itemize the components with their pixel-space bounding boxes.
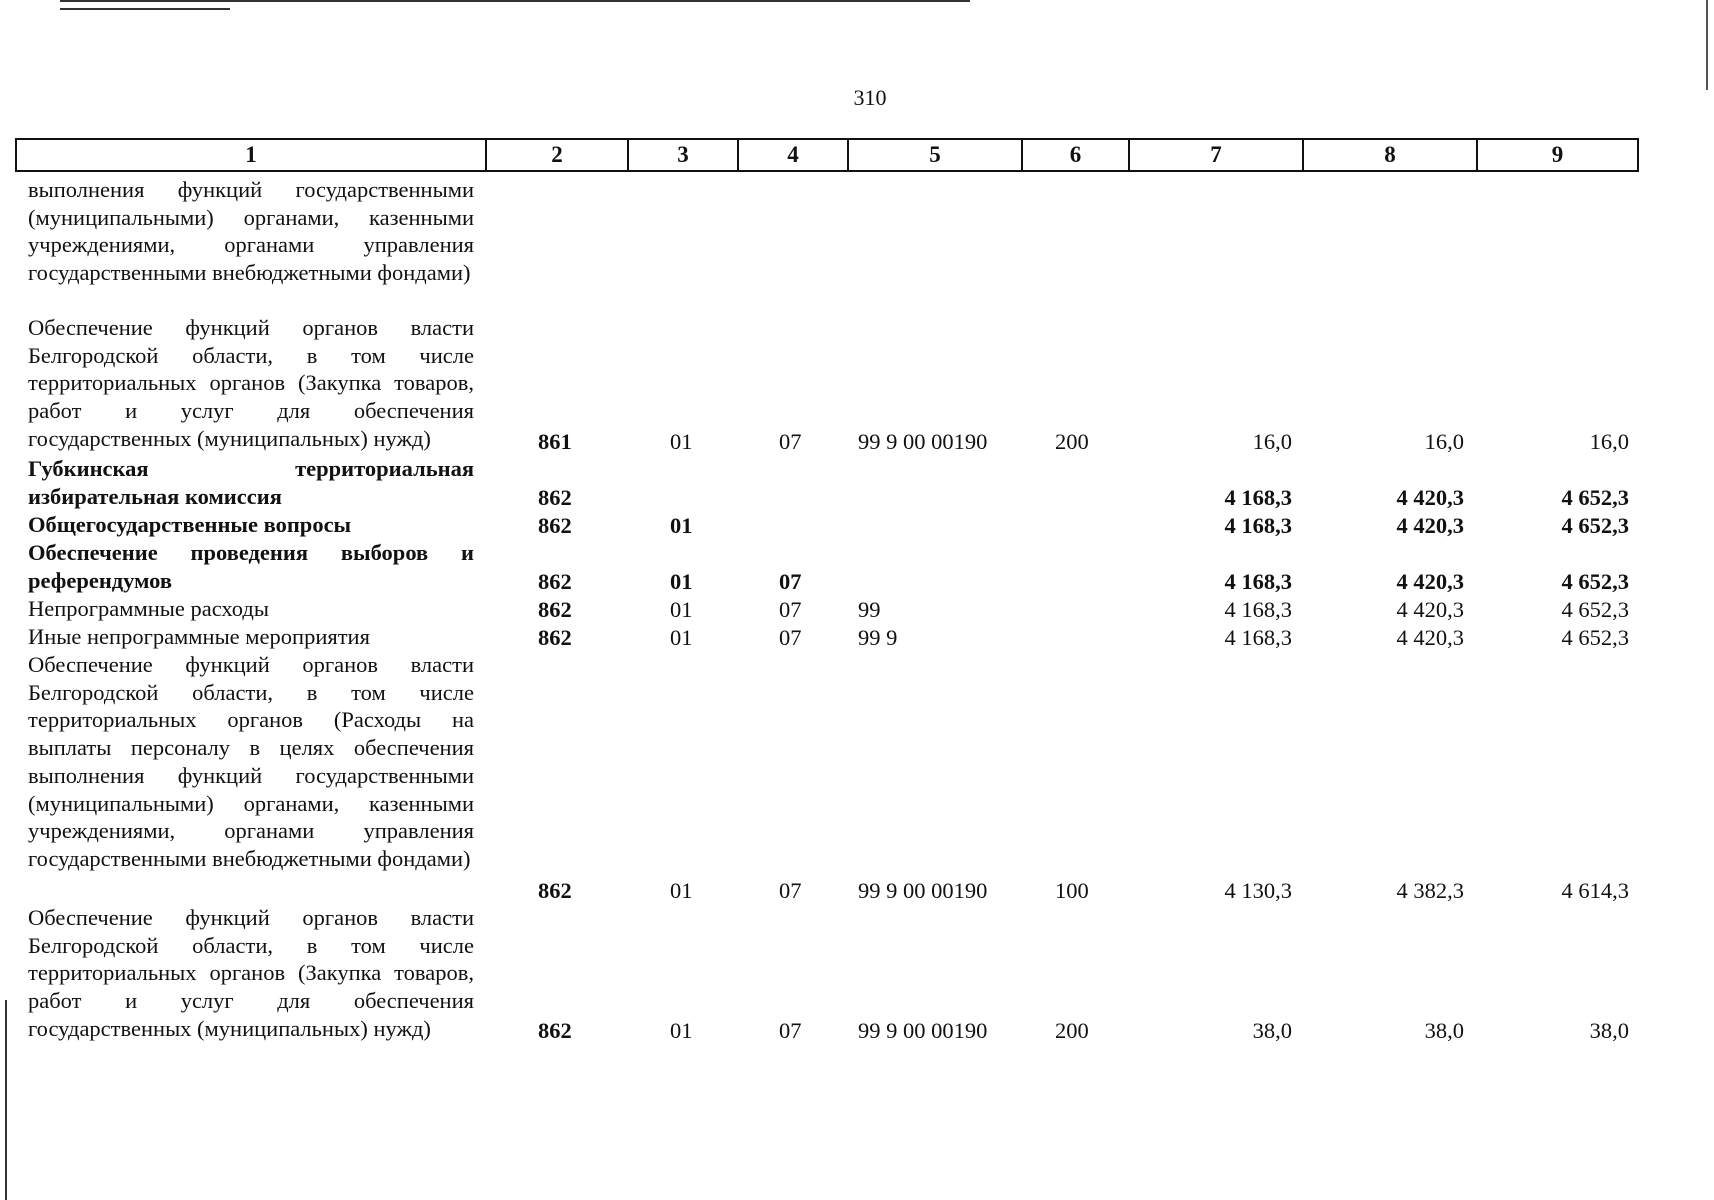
cell-col-6: 200 bbox=[1055, 1018, 1089, 1043]
table-row bbox=[0, 455, 1714, 511]
table-row bbox=[0, 595, 1714, 623]
cell-col-4: 07 bbox=[779, 597, 802, 622]
cell-col-8: 4 420,3 bbox=[1396, 625, 1464, 650]
row-name: Обеспечение функций органов власти Белгородской области, в том числе территориальных органов (Расходы на выплаты персоналу в целях обеспечения выполнения функций государственными (муниципальными) органами, казенными учреждениями, органами управления государственными внебюджетными фондами) bbox=[28, 652, 474, 871]
cell-col-2: 862 bbox=[538, 597, 572, 622]
cell-col-7: 4 168,3 bbox=[1224, 597, 1292, 622]
cell-col-5: 99 bbox=[858, 597, 881, 622]
cell-col-2: 862 bbox=[538, 513, 572, 538]
scan-edge-right bbox=[1706, 0, 1708, 90]
scan-edge-top bbox=[60, 0, 970, 2]
cell-col-9: 4 652,3 bbox=[1561, 625, 1629, 650]
header-col-3: 3 bbox=[627, 140, 737, 170]
cell-col-8: 38,0 bbox=[1424, 1018, 1464, 1043]
cell-col-6: 200 bbox=[1055, 429, 1089, 454]
cell-col-5: 99 9 00 00190 bbox=[858, 1018, 988, 1043]
cell-col-7: 4 168,3 bbox=[1224, 625, 1292, 650]
table-row bbox=[0, 176, 1714, 314]
row-name: Обеспечение функций органов власти Белгородской области, в том числе территориальных органов (Закупка товаров, работ и услуг для обеспечения государственных (муниципальных) нужд) bbox=[28, 315, 474, 451]
header-col-4: 4 bbox=[737, 140, 847, 170]
row-name: Обеспечение функций органов власти Белгородской области, в том числе территориальных органов (Закупка товаров, работ и услуг для обеспечения государственных (муниципальных) нужд) bbox=[28, 905, 474, 1041]
cell-col-4: 07 bbox=[779, 1018, 802, 1043]
cell-col-5: 99 9 00 00190 bbox=[858, 878, 988, 903]
row-name: Губкинская территориальная избирательная комиссия bbox=[28, 456, 474, 509]
cell-col-9: 4 652,3 bbox=[1561, 569, 1629, 594]
row-name: выполнения функций государственными (муниципальными) органами, казенными учреждениями, органами управления государственными внебюджетными фондами) bbox=[28, 177, 474, 286]
page-number: 310 bbox=[853, 85, 887, 110]
table-header-row bbox=[15, 138, 1639, 172]
cell-col-9: 4 652,3 bbox=[1561, 597, 1629, 622]
table-row bbox=[0, 511, 1714, 539]
cell-col-2: 862 bbox=[538, 625, 572, 650]
cell-col-3: 01 bbox=[670, 878, 693, 903]
cell-col-8: 4 420,3 bbox=[1396, 569, 1464, 594]
cell-col-7: 16,0 bbox=[1252, 429, 1292, 454]
cell-col-5: 99 9 00 00190 bbox=[858, 429, 988, 454]
cell-col-7: 38,0 bbox=[1252, 1018, 1292, 1043]
cell-col-2: 862 bbox=[538, 878, 572, 903]
cell-col-7: 4 168,3 bbox=[1224, 485, 1292, 510]
cell-col-9: 16,0 bbox=[1589, 429, 1629, 454]
table-row bbox=[0, 904, 1714, 1044]
cell-col-3: 01 bbox=[670, 429, 693, 454]
cell-col-6: 100 bbox=[1055, 878, 1089, 903]
table-row bbox=[0, 623, 1714, 651]
cell-col-2: 862 bbox=[538, 569, 572, 594]
cell-col-3: 01 bbox=[670, 569, 693, 594]
cell-col-2: 862 bbox=[538, 1018, 572, 1043]
cell-col-7: 4 130,3 bbox=[1224, 878, 1292, 903]
cell-col-9: 4 652,3 bbox=[1561, 513, 1629, 538]
row-name: Общегосударственные вопросы bbox=[28, 512, 352, 537]
cell-col-3: 01 bbox=[670, 1018, 693, 1043]
header-col-2: 2 bbox=[485, 140, 627, 170]
header-col-8: 8 bbox=[1302, 140, 1476, 170]
cell-col-8: 4 420,3 bbox=[1396, 513, 1464, 538]
row-name: Обеспечение проведения выборов и референдумов bbox=[28, 540, 474, 593]
cell-col-9: 4 652,3 bbox=[1561, 485, 1629, 510]
cell-col-4: 07 bbox=[779, 569, 802, 594]
cell-col-8: 16,0 bbox=[1424, 429, 1464, 454]
cell-col-8: 4 382,3 bbox=[1396, 878, 1464, 903]
table-row bbox=[0, 314, 1714, 455]
cell-col-9: 38,0 bbox=[1589, 1018, 1629, 1043]
cell-col-7: 4 168,3 bbox=[1224, 513, 1292, 538]
table-row bbox=[0, 539, 1714, 595]
cell-col-8: 4 420,3 bbox=[1396, 485, 1464, 510]
cell-col-7: 4 168,3 bbox=[1224, 569, 1292, 594]
row-name: Непрограммные расходы bbox=[28, 596, 269, 621]
scan-edge-top-short bbox=[60, 8, 230, 10]
cell-col-9: 4 614,3 bbox=[1561, 878, 1629, 903]
cell-col-5: 99 9 bbox=[858, 625, 898, 650]
header-col-5: 5 bbox=[847, 140, 1021, 170]
table-row bbox=[0, 651, 1714, 904]
cell-col-3: 01 bbox=[670, 625, 693, 650]
cell-col-2: 861 bbox=[538, 429, 572, 454]
cell-col-4: 07 bbox=[779, 878, 802, 903]
cell-col-3: 01 bbox=[670, 597, 693, 622]
cell-col-3: 01 bbox=[670, 513, 693, 538]
header-col-7: 7 bbox=[1128, 140, 1302, 170]
header-col-9: 9 bbox=[1476, 140, 1637, 170]
cell-col-4: 07 bbox=[779, 625, 802, 650]
header-col-1: 1 bbox=[245, 142, 257, 167]
row-name: Иные непрограммные мероприятия bbox=[28, 624, 370, 649]
header-col-6: 6 bbox=[1021, 140, 1128, 170]
cell-col-2: 862 bbox=[538, 485, 572, 510]
cell-col-4: 07 bbox=[779, 429, 802, 454]
cell-col-8: 4 420,3 bbox=[1396, 597, 1464, 622]
